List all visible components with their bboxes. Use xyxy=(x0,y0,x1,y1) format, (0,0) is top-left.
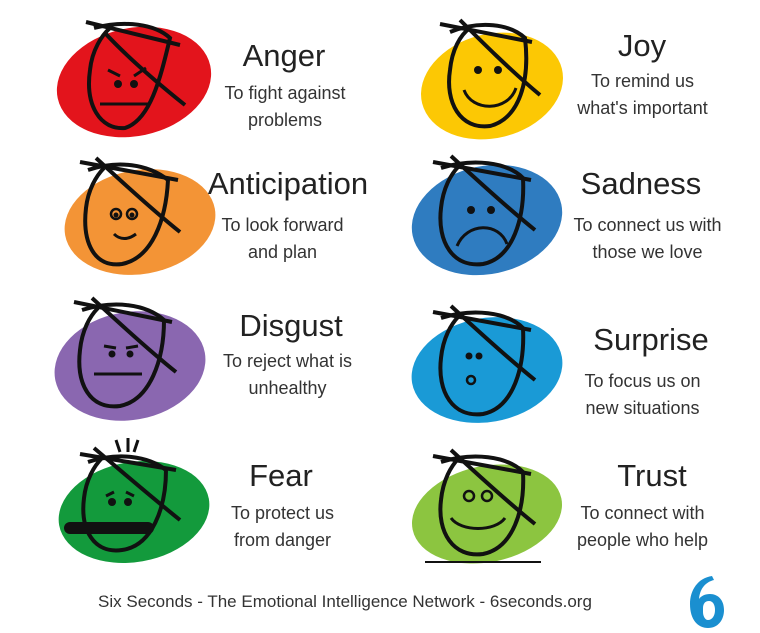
emotion-title-joy: Joy xyxy=(617,28,667,63)
emotion-title-anticipation: Anticipation xyxy=(207,166,369,201)
emotion-desc-trust: To connect with people who help xyxy=(576,503,709,550)
emotion-desc-joy: To remind us what's important xyxy=(577,71,708,118)
emotion-title-anger: Anger xyxy=(242,38,326,73)
emotion-desc-anticipation: To look forward and plan xyxy=(221,215,344,262)
emotion-title-trust: Trust xyxy=(617,458,687,493)
disgust-face-icon xyxy=(30,290,220,430)
emotion-title-disgust: Disgust xyxy=(239,308,343,343)
fear-face-icon xyxy=(30,430,220,570)
emotion-title-surprise: Surprise xyxy=(593,322,709,357)
emotion-card-anticipation xyxy=(0,150,380,290)
emotion-title-fear: Fear xyxy=(249,458,313,493)
emotion-card-anger xyxy=(0,0,380,150)
emotion-title-sadness: Sadness xyxy=(580,166,702,201)
emotion-card-trust xyxy=(380,430,760,570)
trust-face-icon xyxy=(395,430,585,570)
emotion-card-disgust xyxy=(0,290,380,430)
anger-face-icon xyxy=(30,10,220,150)
sadness-face-icon xyxy=(395,150,585,290)
footer-caption: Six Seconds - The Emotional Intelligence Network - 6seconds.org xyxy=(98,592,592,611)
emotion-desc-anger: To fight against problems xyxy=(224,83,346,130)
emotion-card-surprise xyxy=(380,290,760,430)
emotion-desc-sadness: To connect us with those we love xyxy=(573,215,722,262)
joy-face-icon xyxy=(400,10,590,150)
emotion-card-sadness xyxy=(380,150,760,290)
emotion-desc-surprise: To focus us on new situations xyxy=(584,371,701,418)
emotion-card-joy xyxy=(380,0,760,150)
emotion-desc-disgust: To reject what is unhealthy xyxy=(222,351,353,398)
anticipation-face-icon xyxy=(30,150,220,290)
emotion-desc-fear: To protect us from danger xyxy=(230,503,335,550)
surprise-face-icon xyxy=(395,300,585,440)
emotion-card-fear xyxy=(0,430,380,570)
six-seconds-logo-icon xyxy=(686,574,726,630)
